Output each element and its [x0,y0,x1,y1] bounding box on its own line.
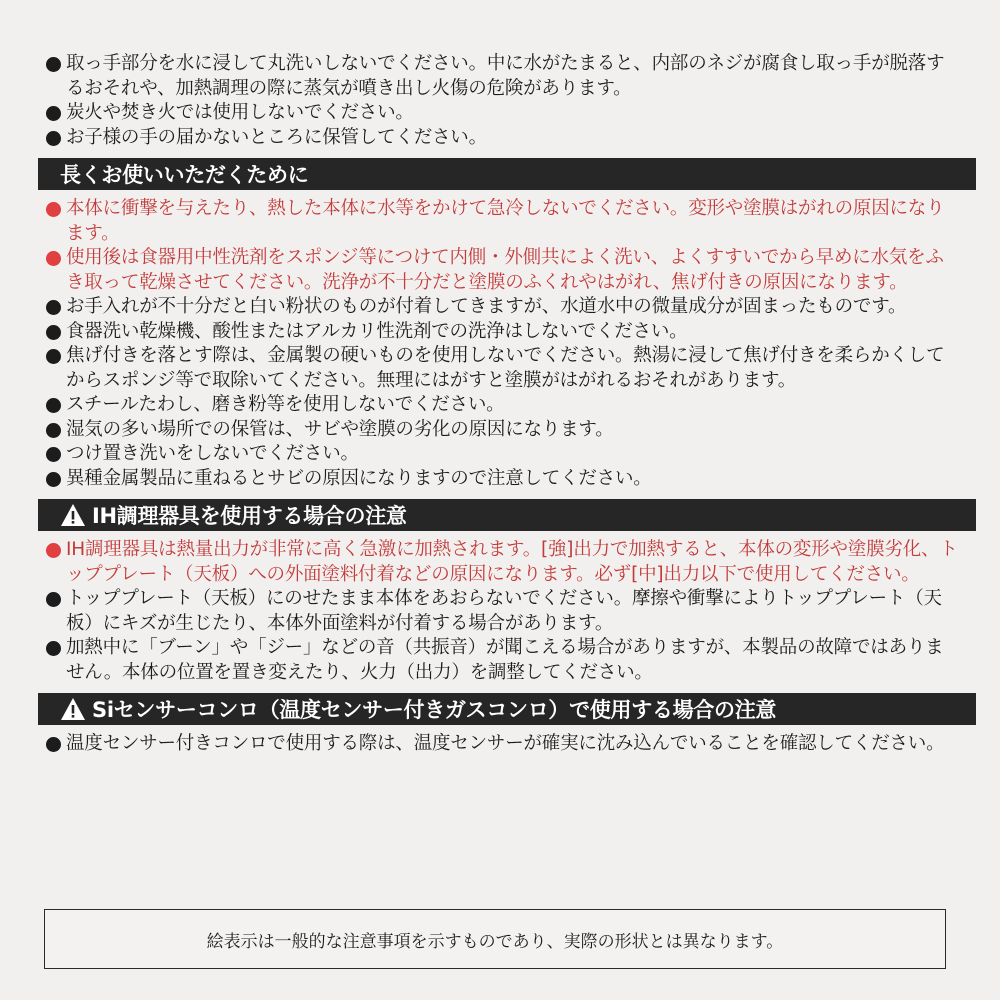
bullet-icon [46,131,61,146]
section-heading-ih [38,499,976,531]
bullet-icon [46,106,61,121]
list-item: トッププレート（天板）にのせたまま本体をあおらないでください。摩擦や衝撃によりトッププレート（天板）にキズが生じたり、本体外面塗料が付着する場合があります。 [46,587,960,636]
list-item: 温度センサー付きコンロで使用する際は、温度センサーが確実に沈み込んでいることを確認してください。 [46,732,960,757]
bullet-icon [46,349,61,364]
section-heading-si-sensor [38,693,976,725]
warning-item: 使用後は食器用中性洗剤をスポンジ等につけて内側・外側共によく洗い、よくすすいでから早めに水気をふき取って乾燥させてください。洗浄が不十分だと塗膜のふくれやはがれ、焦げ付きの原因になります。 [46,246,960,295]
list-item: つけ置き洗いをしないでください。 [46,442,960,467]
warning-triangle-icon [60,697,86,721]
bullet-icon [46,472,61,487]
bullet-icon [46,398,61,413]
list-item: 加熱中に「ブーン」や「ジー」などの音（共振音）が聞こえる場合がありますが、本製品の故障ではありません。本体の位置を置き変えたり、火力（出力）を調整してください。 [46,636,960,685]
list-item: 炭火や焚き火では使用しないでください。 [46,101,960,126]
bullet-icon [46,300,61,315]
list-item: 焦げ付きを落とす際は、金属製の硬いものを使用しないでください。熱湯に浸して焦げ付きを柔らかくしてからスポンジ等で取除いてください。無理にはがすと塗膜がはがれるおそれがあります。 [46,344,960,393]
section-title: 長くお使いいただくために [60,163,309,187]
list-item: 取っ手部分を水に浸して丸洗いしないでください。中に水がたまると、内部のネジが腐食し取っ手が脱落するおそれや、加熱調理の際に蒸気が噴き出し火傷の危険があります。 [46,52,960,101]
bullet-icon [46,543,61,558]
list-item: 湿気の多い場所での保管は、サビや塗膜の劣化の原因になります。 [46,418,960,443]
bullet-icon [46,202,61,217]
bullet-icon [46,592,61,607]
list-item: 食器洗い乾燥機、酸性またはアルカリ性洗剤での洗浄はしないでください。 [46,320,960,345]
list-item: スチールたわし、磨き粉等を使用しないでください。 [46,393,960,418]
bullet-icon [46,57,61,72]
section-title: Siセンサーコンロ（温度センサー付きガスコンロ）で使用する場合の注意 [92,698,777,722]
section-title: IH調理器具を使用する場合の注意 [92,504,407,528]
list-item: お子様の手の届かないところに保管してください。 [46,126,960,151]
bullet-icon [46,325,61,340]
list-item: 異種金属製品に重ねるとサビの原因になりますので注意してください。 [46,467,960,492]
footnote-text: 絵表示は一般的な注意事項を示すものであり、実際の形状とは異なります。 [206,931,784,952]
bullet-icon [46,641,61,656]
bullet-icon [46,251,61,266]
list-item: お手入れが不十分だと白い粉状のものが付着してきますが、水道水中の微量成分が固まったものです。 [46,295,960,320]
footnote-box [44,909,946,969]
warning-item: 本体に衝撃を与えたり、熱した本体に水等をかけて急冷しないでください。変形や塗膜はがれの原因になります。 [46,197,960,246]
bullet-icon [46,737,61,752]
bullet-icon [46,423,61,438]
warning-triangle-icon [60,503,86,527]
warning-item: IH調理器具は熱量出力が非常に高く急激に加熱されます。[強]出力で加熱すると、本体の変形や塗膜劣化、トッププレート（天板）への外面塗料付着などの原因になります。必ず[中]出力以下で使用してください。 [46,538,960,587]
bullet-icon [46,447,61,462]
section-heading-care [38,158,976,190]
